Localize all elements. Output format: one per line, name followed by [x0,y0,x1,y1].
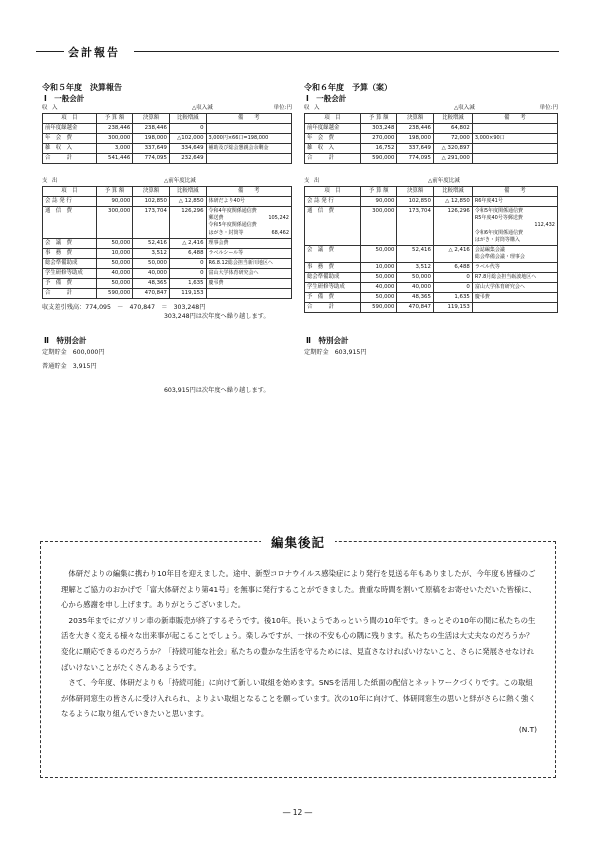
table-row [43,238,292,248]
column-header: 決算額 [397,114,433,124]
row-budget: 90,000 [360,197,396,207]
row-actual: 470,847 [397,303,433,313]
postscript-body [61,566,537,738]
row-budget: 3,000 [96,144,133,154]
caption-label: 収 [304,105,310,111]
spacer [42,321,292,335]
table-row [43,197,292,207]
row-diff: 126,296 [169,207,206,239]
column-header: 項 目 [305,187,361,197]
row-item: 会 議 費 [305,246,361,263]
table-row [305,207,558,246]
page-title: 会計報告 [68,46,120,59]
row-diff: △ 12,850 [169,197,206,207]
unit-label: 単位:円 [273,105,292,111]
row-item: 会 議 費 [43,238,97,248]
editors-postscript [40,535,556,778]
special-account-title: Ⅱ 特別会計 [306,336,349,346]
special-account-row [304,348,558,362]
note-line-text: 会誌編集会議 [474,247,505,254]
row-item: 年 会 費 [305,134,361,144]
row-budget: 300,000 [96,207,133,239]
caption-label: 出 [52,178,58,184]
row-item: 合 計 [305,154,361,164]
row-budget: 50,000 [360,273,396,283]
income-rows-table [304,113,558,164]
row-actual: 238,446 [397,124,433,134]
row-diff: 6,488 [433,263,472,273]
row-diff: △ 2,416 [169,238,206,248]
row-actual: 774,095 [397,154,433,164]
row-budget: 238,446 [96,124,133,134]
postscript-paragraph: さて、今年度、体研だよりも「持続可能」に向けて新しい取組を始めます。SNSを活用した紙面の配信とネットワークづくりです。この取組が体研同窓生の皆さんに受け入れられ、よりよい取組となることを願っています。次の10年に向けて、体研同窓生の思いと絆がさらに熱く強くなるように取り組んでいきたいと思います。 [61,678,536,719]
row-note [472,207,557,246]
row-budget: 300,000 [96,134,133,144]
table-row [305,283,558,293]
income-rows-table [42,113,292,164]
postscript-signature: (N.T) [518,724,537,734]
caption-legend: △収入減 [454,105,475,111]
row-note: ラベル代等 [472,263,557,273]
column-header: 項 目 [43,114,97,124]
row-budget: 90,000 [96,197,133,207]
row-actual: 470,847 [133,288,170,298]
postscript-paragraph: 2035年までにガソリン車の新車販売が終了するそうです。後10年。長いようであっという間の10年です。きっとその10年の間に私たちの生活を大きく変える様々な出来事が起こることでしょう。楽しみですが、一抹の不安も心の隅に残ります。私たちの生活は大丈夫なのだろうか？変化に順応できるのだろうか？「持続可能な社会」私たちの豊かな生活を守るためには、見直さなければいけないこと、さらに発展させなければいけないことがたくさんあるようです。 [61,615,536,672]
table-row [305,273,558,283]
row-diff: 64,802 [433,124,472,134]
row-note [472,144,557,154]
row-item: 学生研修等助成 [43,268,97,278]
row-item: 事 務 費 [305,263,361,273]
row-item: 合 計 [43,154,97,164]
column-header: 比較増減 [433,187,472,197]
row-budget: 590,000 [360,303,396,313]
row-diff: 232,649 [169,154,206,164]
row-note [472,303,557,313]
row-budget: 10,000 [96,248,133,258]
row-item: 前年度繰越金 [43,124,97,134]
row-item: 学生研修等助成 [305,283,361,293]
table-row [43,154,292,164]
row-diff: 119,153 [169,288,206,298]
table-row [305,134,558,144]
table-row [305,246,558,263]
row-item: 雑 収 入 [305,144,361,154]
row-item: 通 信 費 [305,207,361,246]
note-line-text: 令和5年度関係通信費 [474,208,524,214]
row-actual: 337,649 [133,144,170,154]
row-note: R7.8月総会担当砺波地区へ [472,273,557,283]
header-rule-right [134,51,559,52]
column-header: 決算額 [133,187,170,197]
header-rule-left [36,51,64,52]
row-note: 3,000×90口 [472,134,557,144]
row-actual: 48,365 [397,293,433,303]
row-diff: △ 2,416 [433,246,472,263]
row-actual: 173,704 [397,207,433,246]
column-header: 比較増減 [169,187,206,197]
column-header: 備 考 [472,114,557,124]
row-note: R6年度41号 [472,197,557,207]
page-number: ― 12 ― [282,808,313,817]
section-title: 令和５年度 決算報告 [42,83,122,92]
row-note [472,124,557,134]
column-header: 備 考 [472,187,557,197]
spacer [304,313,558,335]
table-header-row [305,187,558,197]
table-row [305,263,558,273]
row-budget: 40,000 [96,268,133,278]
caption-legend: △前年度比減 [164,178,196,184]
expense-caption-caption [42,177,292,186]
unit-label: 単位:円 [539,105,558,111]
row-actual: 3,512 [133,248,170,258]
table-row [305,303,558,313]
row-budget: 270,000 [360,134,396,144]
table-row [43,258,292,268]
table-row [43,248,292,258]
caption-label: 出 [314,178,320,184]
row-note: ラベルシール等 [206,248,291,258]
column-header: 予 算 額 [96,187,133,197]
row-note [472,154,557,164]
special-label: 定期貯金 [304,349,329,357]
balance-line: 収支差引残高：774,095 － 470,847 ＝ 303,248円 [42,303,206,311]
note-line-text: はがき・封筒等購入 [474,236,520,243]
row-note [206,288,291,298]
row-actual: 102,850 [397,197,433,207]
row-actual: 337,649 [397,144,433,154]
note-line [475,254,555,261]
income-caption-caption [42,104,292,113]
row-budget: 50,000 [96,238,133,248]
row-diff: 0 [169,124,206,134]
row-budget: 541,446 [96,154,133,164]
row-item: 雑 収 入 [43,144,97,154]
note-line [475,222,555,229]
row-diff: 0 [169,258,206,268]
row-budget: 50,000 [96,258,133,268]
special-amount: 603,915円 [334,349,367,357]
table-row [43,134,292,144]
note-line [475,230,555,237]
expense-rows-table [42,186,292,299]
table-header-row [43,187,292,197]
table-row [305,293,558,303]
caption-legend: △前年度比減 [428,178,460,184]
note-line [475,215,555,222]
note-line-text: R5年度40号等郵送費 [474,215,523,222]
expense-rows-table [304,186,558,313]
row-diff: △ 291,000 [433,154,472,164]
column-header: 項 目 [305,114,361,124]
carryover-note: 303,248円は次年度へ繰り越します。 [164,312,270,320]
row-note: 慶弔費 [206,278,291,288]
note-line [475,237,555,244]
column-header: 予 算 額 [96,114,133,124]
row-budget: 303,248 [360,124,396,134]
special-label: 定期貯金 [42,348,67,356]
row-diff: 0 [433,283,472,293]
row-budget: 50,000 [360,246,396,263]
row-item: 予 備 費 [305,293,361,303]
row-note: 体研だより40号 [206,197,291,207]
table-row [43,288,292,298]
column-header: 備 考 [206,114,291,124]
row-note: R6.8.12総会担当新川地区へ [206,258,291,268]
row-diff: 72,000 [433,134,472,144]
note-line [209,230,289,237]
income-caption-caption [304,104,558,113]
table-row [43,144,292,154]
row-diff: △ 320,897 [433,144,472,154]
row-actual: 52,416 [397,246,433,263]
row-actual: 52,416 [133,238,170,248]
column-header: 予 算 額 [360,187,396,197]
table-row [305,144,558,154]
table-row [305,154,558,164]
row-note: 補助及び総会懇親会余剰金 [206,144,291,154]
table-header-row [43,114,292,124]
row-item: 合 計 [305,303,361,313]
row-diff: 1,635 [433,293,472,303]
row-diff: 334,649 [169,144,206,154]
note-line-amount: 68,462 [271,229,289,236]
note-line-text: 令和4年度関係通信費 [208,208,257,214]
note-line-text: はがき・封筒等 [208,229,244,236]
spacer [42,164,292,177]
row-item: 年 会 費 [43,134,97,144]
row-actual: 40,000 [397,283,433,293]
row-item: 総会準備助成 [43,258,97,268]
table-row [305,124,558,134]
caption-label: 入 [52,105,58,111]
row-budget: 16,752 [360,144,396,154]
row-note [206,124,291,134]
row-actual: 50,000 [133,258,170,268]
table-row [43,268,292,278]
special-amount: 600,000円 [72,348,105,356]
caption-label: 入 [314,105,320,111]
column-header: 項 目 [43,187,97,197]
row-item: 通 信 費 [43,207,97,239]
section-title: 令和６年度 予算（案） [304,83,392,92]
postscript-heading [41,533,555,551]
column-header: 決算額 [133,114,170,124]
row-budget: 50,000 [96,278,133,288]
row-note: 慶弔費 [472,293,557,303]
row-note [206,154,291,164]
row-actual: 198,000 [397,134,433,144]
row-actual: 173,704 [133,207,170,239]
row-budget: 590,000 [360,154,396,164]
row-actual: 40,000 [133,268,170,278]
table-row [43,124,292,134]
row-actual: 238,446 [133,124,170,134]
caption-label: 収 [42,105,48,111]
note-line-text: 令和6年度関係通信費 [474,229,524,236]
row-item: 事 務 費 [43,248,97,258]
row-actual: 774,095 [133,154,170,164]
row-actual: 3,512 [397,263,433,273]
row-note: 富山大学体育研究会へ [472,283,557,293]
page-header [36,44,559,58]
row-diff: △102,000 [169,134,206,144]
row-actual: 50,000 [397,273,433,283]
row-diff: 0 [433,273,472,283]
column-header: 予 算 額 [360,114,396,124]
note-line-amount: 105,242 [268,215,289,222]
column-header: 比較増減 [169,114,206,124]
table-header-row [305,114,558,124]
caption-legend: △収入減 [192,105,213,111]
row-budget: 10,000 [360,263,396,273]
row-note: 理事会費 [206,238,291,248]
spacer [304,164,558,177]
row-item: 会 誌 発 行 [305,197,361,207]
settlement-report-column [42,82,292,395]
row-diff: 126,296 [433,207,472,246]
row-item: 総会準備助成 [305,273,361,283]
row-actual: 48,365 [133,278,170,288]
row-budget: 300,000 [360,207,396,246]
column-header: 比較増減 [433,114,472,124]
row-diff: 1,635 [169,278,206,288]
row-diff: 6,488 [169,248,206,258]
special-label: 普通貯金 [42,362,67,370]
general-account-title: Ⅰ 一般会計 [306,94,347,103]
note-line-text: 総会準備会議・理事会 [474,254,525,261]
carryover-note: 603,915円は次年度へ繰り越します。 [164,386,270,394]
row-diff: △ 12,850 [433,197,472,207]
note-line-amount: 112,432 [534,222,555,229]
general-account-title: Ⅰ 一般会計 [44,94,85,103]
special-account-row [42,362,292,376]
spacer [42,376,292,386]
row-actual: 102,850 [133,197,170,207]
caption-label: 支 [304,178,310,184]
row-note: 3,000円×66口=198,000 [206,134,291,144]
column-header: 備 考 [206,187,291,197]
row-item: 前年度繰越金 [305,124,361,134]
row-budget: 40,000 [360,283,396,293]
caption-label: 支 [42,178,48,184]
table-row [43,207,292,239]
table-row [43,278,292,288]
special-account-row [42,348,292,362]
row-note: 富山大学体育研究会へ [206,268,291,278]
column-header: 決算額 [397,187,433,197]
note-line-text: 令和5年度関係通信費 [208,222,257,229]
note-line [209,222,289,229]
special-amount: 3,915円 [72,362,97,370]
row-item: 会 誌 発 行 [43,197,97,207]
postscript-paragraph: 体研だよりの編集に携わり10年目を迎えました。途中、新型コロナウイルス感染症により発行を見送る年もありましたが、今年度も皆様のご理解とご協力のおかげで「富大体研だより第41号」を無事に発行することができました。貴重な時間を割いて原稿をお寄せいただいた皆様に、心から感謝を申し上げます。ありがとうございました。 [61,569,537,610]
row-item: 予 備 費 [43,278,97,288]
expense-caption-caption [304,177,558,186]
row-diff: 119,153 [433,303,472,313]
row-budget: 50,000 [360,293,396,303]
row-actual: 198,000 [133,134,170,144]
special-account-title: Ⅱ 特別会計 [44,335,87,345]
row-note [206,207,291,239]
row-item: 合 計 [43,288,97,298]
row-diff: 0 [169,268,206,278]
postscript-title: 編集後記 [261,533,335,551]
row-note [472,246,557,263]
note-line-text: 郵送費 [208,215,224,222]
row-budget: 590,000 [96,288,133,298]
table-row [305,197,558,207]
budget-plan-column [304,82,558,362]
